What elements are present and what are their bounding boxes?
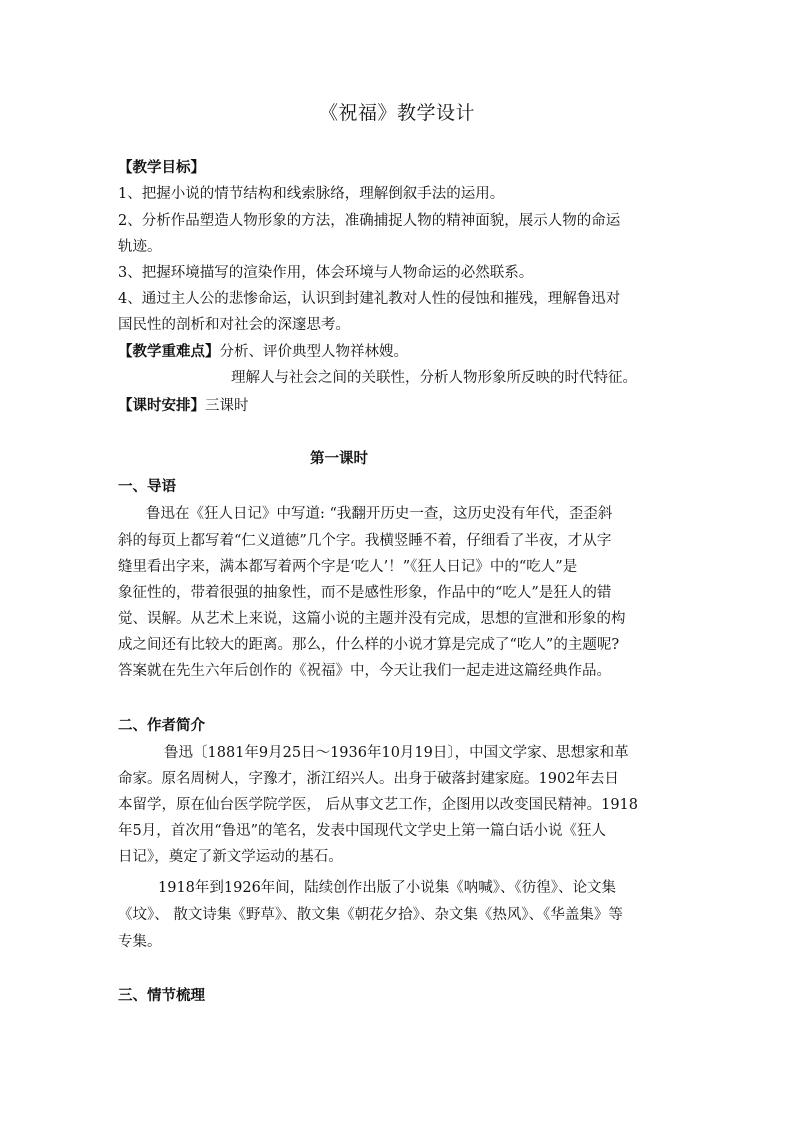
bio-line: 日记》，奠定了新文学运动的基石。 (118, 849, 343, 865)
objective-line: 3、把握环境描写的渲染作用，体会环境与人物命运的必然联系。 (118, 265, 534, 281)
key-points-heading: 【教学重难点】 (118, 344, 220, 360)
works-line: 《坟》、 散文诗集《野草》、散文集《朝花夕拾》、杂文集《热风》、《华盖集》等 (118, 907, 623, 923)
schedule-heading: 【课时安排】 (118, 398, 205, 414)
schedule-row (118, 396, 698, 417)
section-three-heading: 三、情节梳理 (118, 988, 205, 1004)
key-points-line2: 理解人与社会之间的关联性，分析人物形象所反映的时代特征。 (231, 370, 637, 386)
objective-line: 2、分析作品塑造人物形象的方法，准确捕捉人物的精神面貌，展示人物的命运 (118, 213, 621, 229)
intro-line: 答案就在先生六年后创作的《祝福》中，今天让我们一起走进这篇经典作品。 (118, 663, 611, 679)
works-line: 专集。 (118, 934, 162, 950)
works-line: 1918年到1926年间，陆续创作出版了小说集《呐喊》、《彷徨》、论文集 (158, 880, 617, 896)
bio-line: 鲁迅〔1881年9月25日～1936年10月19日〕，中国文学家、思想家和革 (164, 745, 629, 761)
section-one-heading: 一、导语 (118, 479, 176, 495)
objectives-heading: 【教学目标】 (118, 160, 205, 176)
intro-line: 缝里看出字来，满本都写着两个字是‘吃人’！”《狂人日记》中的“吃人”是 (118, 559, 578, 575)
objective-line: 国民性的剖析和对社会的深邃思考。 (118, 317, 350, 333)
bio-line: 本留学，原在仙台医学院学医， 后从事文艺工作，企图用以改变国民精神。1918 (118, 797, 639, 813)
key-points-line1: 分析、评价典型人物祥林嫂。 (219, 344, 408, 360)
bio-line: 命家。原名周树人，字豫才，浙江绍兴人。出身于破落封建家庭。1902年去日 (118, 771, 619, 787)
intro-line: 鲁迅在《狂人日记》中写道: “我翻开历史一查，这历史没有年代，歪歪斜 (146, 506, 613, 522)
intro-line: 斜的每页上都写着“仁义道德”几个字。我横竖睡不着，仔细看了半夜，才从字 (118, 533, 612, 549)
objective-line: 4、通过主人公的悲惨命运，认识到封建礼教对人性的侵蚀和摧残，理解鲁迅对 (118, 291, 621, 307)
bio-line: 年5月，首次用“鲁迅”的笔名，发表中国现代文学史上第一篇白话小说《狂人 (118, 823, 607, 839)
objective-line: 轨迹。 (118, 239, 162, 255)
intro-line: 觉、误解。从艺术上来说，这篇小说的主题并没有完成，思想的宣泄和形象的构 (118, 611, 626, 627)
intro-line: 象征性的，带着很强的抽象性，而不是感性形象，作品中的“吃人”是狂人的错 (118, 585, 612, 601)
intro-line: 成之间还有比较大的距离。那么，什么样的小说才算是完成了“吃人”的主题呢? (118, 637, 620, 653)
page-title: 《祝福》教学设计 (318, 102, 475, 124)
objective-line: 1、把握小说的情节结构和线索脉络，理解倒叙手法的运用。 (118, 186, 505, 202)
key-points-row (118, 342, 698, 363)
schedule-value: 三课时 (205, 398, 249, 414)
section-two-heading: 二、作者简介 (118, 718, 205, 734)
lesson-one-heading: 第一课时 (310, 451, 368, 467)
